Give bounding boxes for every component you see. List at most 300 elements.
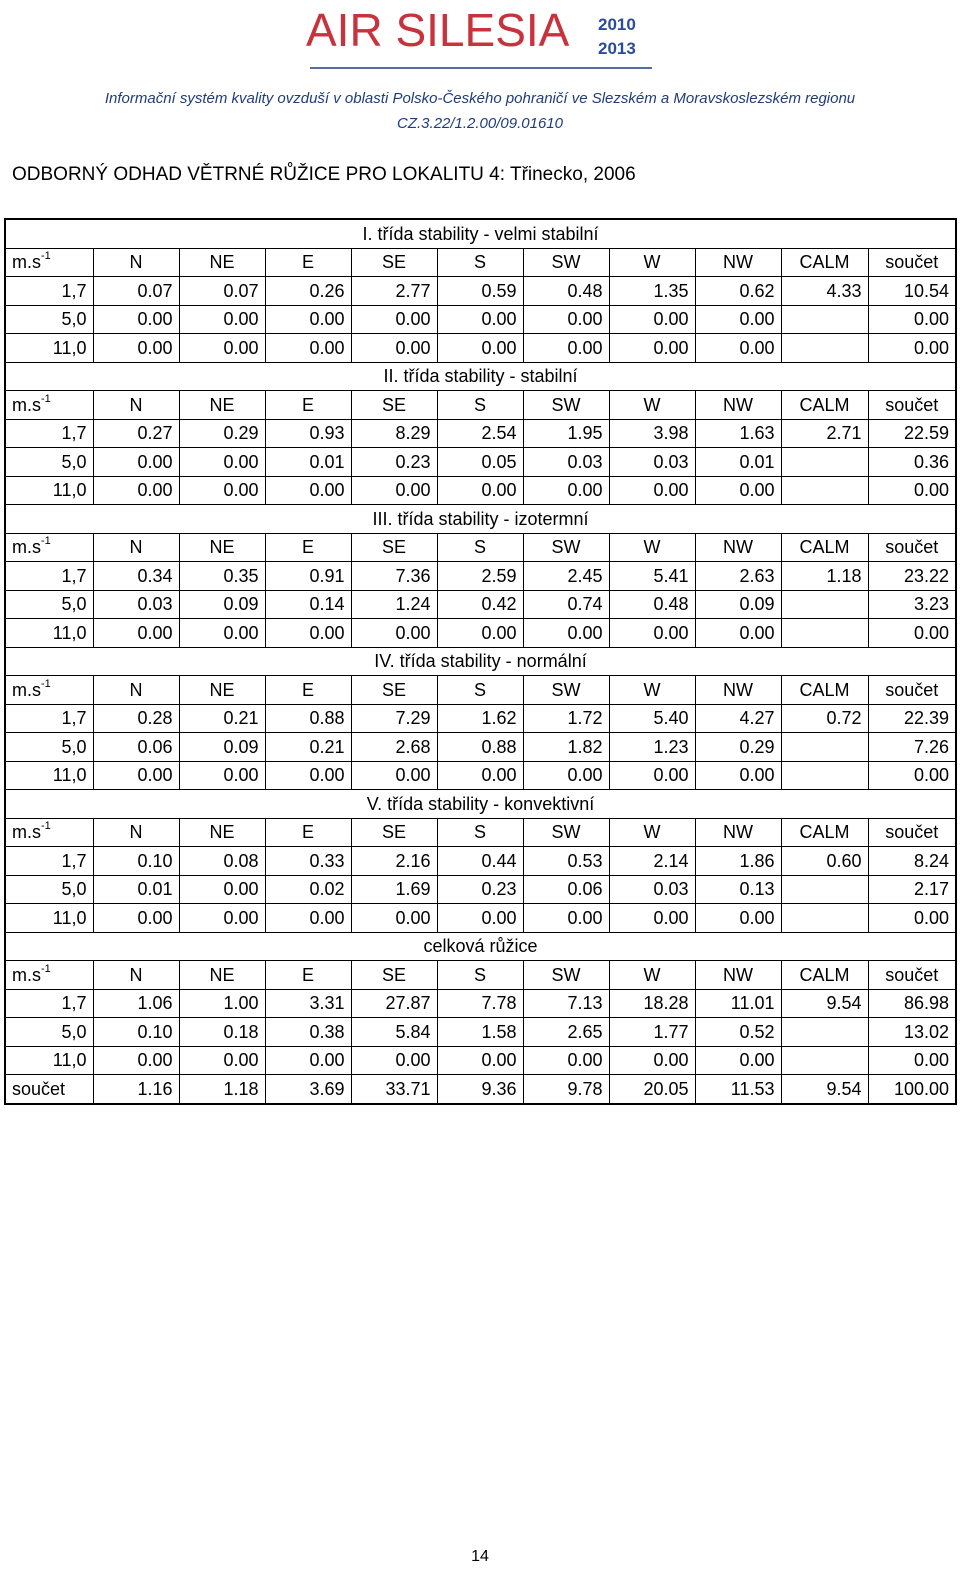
- value-cell: 0.00: [437, 305, 523, 334]
- unit-label: m.s: [12, 822, 41, 843]
- value-cell: 0.00: [351, 619, 437, 648]
- value-cell: 0.00: [437, 619, 523, 648]
- value-cell: 0.01: [93, 875, 179, 904]
- table-body: [5, 219, 956, 1104]
- value-cell: 2.68: [351, 733, 437, 762]
- value-cell: 1.35: [609, 277, 695, 306]
- table-row: [5, 619, 956, 648]
- unit-exponent: -1: [41, 677, 51, 690]
- value-cell: [781, 1018, 868, 1047]
- column-header: SE: [351, 676, 437, 705]
- column-header: N: [93, 676, 179, 705]
- column-header: CALM: [781, 961, 868, 990]
- unit-header: [5, 818, 93, 847]
- value-cell: 0.26: [265, 277, 351, 306]
- column-header: E: [265, 533, 351, 562]
- speed-class-cell: 5,0: [5, 875, 93, 904]
- value-cell: 0.00: [437, 476, 523, 505]
- value-cell: 0.42: [437, 590, 523, 619]
- value-cell: [781, 619, 868, 648]
- header-project-line: Informační systém kvality ovzduší v oblasti Polsko-Českého pohraničí ve Slezském a Moravskoslezském regionu: [104, 90, 856, 107]
- column-header: S: [437, 391, 523, 420]
- column-header: W: [609, 391, 695, 420]
- value-cell: 0.00: [437, 334, 523, 363]
- column-header: NW: [695, 391, 781, 420]
- value-cell: 1.18: [781, 562, 868, 591]
- column-header: S: [437, 248, 523, 277]
- speed-class-cell: 1,7: [5, 277, 93, 306]
- value-cell: 0.09: [179, 733, 265, 762]
- value-cell: 0.14: [265, 590, 351, 619]
- value-cell: 0.00: [609, 761, 695, 790]
- value-cell: 0.00: [523, 1046, 609, 1075]
- column-header: W: [609, 533, 695, 562]
- speed-class-cell: 5,0: [5, 590, 93, 619]
- section-title: IV. třída stability - normální: [5, 647, 956, 676]
- unit-exponent: -1: [41, 250, 51, 263]
- column-header: SW: [523, 818, 609, 847]
- table-row: [5, 334, 956, 363]
- value-cell: 8.24: [868, 847, 956, 876]
- column-header: NW: [695, 248, 781, 277]
- value-cell: 0.00: [265, 761, 351, 790]
- value-cell: 0.00: [695, 334, 781, 363]
- value-cell: 0.03: [523, 448, 609, 477]
- value-cell: 0.00: [523, 904, 609, 933]
- value-cell: 0.21: [265, 733, 351, 762]
- section-title-row: [5, 362, 956, 391]
- column-header: SE: [351, 533, 437, 562]
- column-header: S: [437, 818, 523, 847]
- value-cell: [781, 733, 868, 762]
- value-cell: 1.06: [93, 989, 179, 1018]
- table-row: [5, 419, 956, 448]
- value-cell: 2.77: [351, 277, 437, 306]
- speed-class-cell: 1,7: [5, 704, 93, 733]
- value-cell: 5.41: [609, 562, 695, 591]
- section-title-row: [5, 932, 956, 961]
- header-project-code: CZ.3.22/1.2.00/09.01610: [397, 115, 563, 132]
- column-header: NE: [179, 961, 265, 990]
- value-cell: 0.29: [179, 419, 265, 448]
- value-cell: 0.35: [179, 562, 265, 591]
- column-header: CALM: [781, 248, 868, 277]
- value-cell: 0.00: [93, 761, 179, 790]
- value-cell: 2.14: [609, 847, 695, 876]
- section-title: I. třída stability - velmi stabilní: [5, 219, 956, 248]
- value-cell: 0.33: [265, 847, 351, 876]
- column-header: W: [609, 248, 695, 277]
- unit-header: [5, 961, 93, 990]
- column-header: S: [437, 533, 523, 562]
- value-cell: 0.00: [868, 305, 956, 334]
- value-cell: 0.01: [695, 448, 781, 477]
- value-cell: 0.00: [609, 619, 695, 648]
- speed-class-cell: 5,0: [5, 1018, 93, 1047]
- speed-class-cell: 5,0: [5, 733, 93, 762]
- value-cell: 1.00: [179, 989, 265, 1018]
- value-cell: 0.00: [179, 761, 265, 790]
- column-header: E: [265, 391, 351, 420]
- column-header: NE: [179, 391, 265, 420]
- value-cell: 0.00: [523, 334, 609, 363]
- value-cell: 1.77: [609, 1018, 695, 1047]
- value-cell: 7.13: [523, 989, 609, 1018]
- value-cell: 0.44: [437, 847, 523, 876]
- value-cell: 2.54: [437, 419, 523, 448]
- value-cell: 1.72: [523, 704, 609, 733]
- value-cell: 0.00: [523, 476, 609, 505]
- column-header: S: [437, 676, 523, 705]
- column-header: SW: [523, 961, 609, 990]
- value-cell: 100.00: [868, 1075, 956, 1104]
- value-cell: 0.00: [265, 305, 351, 334]
- value-cell: 23.22: [868, 562, 956, 591]
- value-cell: 0.00: [93, 1046, 179, 1075]
- column-header: součet: [868, 676, 956, 705]
- value-cell: 0.00: [179, 875, 265, 904]
- value-cell: 0.01: [265, 448, 351, 477]
- speed-class-cell: 1,7: [5, 562, 93, 591]
- unit-label: m.s: [12, 537, 41, 558]
- value-cell: 0.38: [265, 1018, 351, 1047]
- value-cell: 0.09: [695, 590, 781, 619]
- column-header: SE: [351, 391, 437, 420]
- column-header: NW: [695, 533, 781, 562]
- column-header: SE: [351, 961, 437, 990]
- value-cell: 0.00: [695, 476, 781, 505]
- value-cell: 0.03: [93, 590, 179, 619]
- column-header: W: [609, 676, 695, 705]
- value-cell: 0.00: [868, 904, 956, 933]
- value-cell: 1.69: [351, 875, 437, 904]
- value-cell: 7.36: [351, 562, 437, 591]
- value-cell: 0.00: [868, 1046, 956, 1075]
- table-row: [5, 704, 956, 733]
- table-row: [5, 562, 956, 591]
- column-header: CALM: [781, 533, 868, 562]
- speed-class-cell: 11,0: [5, 904, 93, 933]
- table-row: [5, 448, 956, 477]
- value-cell: 0.53: [523, 847, 609, 876]
- value-cell: 0.06: [93, 733, 179, 762]
- value-cell: 0.29: [695, 733, 781, 762]
- column-header-row: [5, 248, 956, 277]
- value-cell: 0.00: [695, 305, 781, 334]
- value-cell: [781, 875, 868, 904]
- value-cell: 2.16: [351, 847, 437, 876]
- section-title-row: [5, 790, 956, 819]
- value-cell: 0.00: [351, 1046, 437, 1075]
- column-header: součet: [868, 391, 956, 420]
- value-cell: 0.00: [93, 904, 179, 933]
- column-header: NE: [179, 248, 265, 277]
- value-cell: 0.07: [93, 277, 179, 306]
- value-cell: [781, 904, 868, 933]
- column-header: NE: [179, 676, 265, 705]
- value-cell: 0.00: [868, 761, 956, 790]
- value-cell: 0.00: [609, 1046, 695, 1075]
- section-title: V. třída stability - konvektivní: [5, 790, 956, 819]
- value-cell: 0.00: [179, 334, 265, 363]
- table-row: [5, 590, 956, 619]
- value-cell: 0.00: [93, 619, 179, 648]
- column-header: CALM: [781, 676, 868, 705]
- value-cell: 5.84: [351, 1018, 437, 1047]
- column-header: N: [93, 818, 179, 847]
- section-title-row: [5, 647, 956, 676]
- column-header: E: [265, 676, 351, 705]
- value-cell: 0.00: [265, 1046, 351, 1075]
- section-title-row: [5, 219, 956, 248]
- column-header: SW: [523, 248, 609, 277]
- value-cell: 0.00: [265, 476, 351, 505]
- value-cell: 0.00: [179, 1046, 265, 1075]
- value-cell: 0.00: [868, 476, 956, 505]
- column-header: SW: [523, 533, 609, 562]
- unit-exponent: -1: [41, 535, 51, 548]
- speed-class-cell: 1,7: [5, 989, 93, 1018]
- value-cell: 0.23: [351, 448, 437, 477]
- value-cell: 0.08: [179, 847, 265, 876]
- unit-exponent: -1: [41, 820, 51, 833]
- column-header: součet: [868, 248, 956, 277]
- value-cell: 0.00: [523, 619, 609, 648]
- value-cell: 22.39: [868, 704, 956, 733]
- value-cell: 33.71: [351, 1075, 437, 1104]
- column-header: S: [437, 961, 523, 990]
- table-row: [5, 1018, 956, 1047]
- value-cell: 0.23: [437, 875, 523, 904]
- speed-class-cell: 5,0: [5, 448, 93, 477]
- speed-class-cell: 11,0: [5, 619, 93, 648]
- value-cell: 0.88: [437, 733, 523, 762]
- table-row: [5, 1075, 956, 1104]
- column-header: NE: [179, 533, 265, 562]
- value-cell: 5.40: [609, 704, 695, 733]
- value-cell: 0.93: [265, 419, 351, 448]
- value-cell: 1.86: [695, 847, 781, 876]
- value-cell: 0.00: [265, 334, 351, 363]
- table-row: [5, 733, 956, 762]
- wind-rose-table: [4, 218, 957, 1105]
- logo-year-start: 2010: [598, 15, 636, 34]
- value-cell: 2.17: [868, 875, 956, 904]
- unit-label: m.s: [12, 964, 41, 985]
- column-header-row: [5, 676, 956, 705]
- table-row: [5, 989, 956, 1018]
- table-row: [5, 305, 956, 334]
- speed-class-cell: 1,7: [5, 419, 93, 448]
- value-cell: 0.00: [179, 448, 265, 477]
- value-cell: 0.00: [868, 619, 956, 648]
- table-row: [5, 277, 956, 306]
- value-cell: 0.10: [93, 1018, 179, 1047]
- column-header: NW: [695, 818, 781, 847]
- unit-header: [5, 533, 93, 562]
- value-cell: 0.00: [351, 334, 437, 363]
- value-cell: [781, 476, 868, 505]
- column-header: součet: [868, 818, 956, 847]
- unit-exponent: -1: [41, 962, 51, 975]
- value-cell: 0.00: [609, 334, 695, 363]
- value-cell: 3.23: [868, 590, 956, 619]
- value-cell: 0.00: [265, 904, 351, 933]
- unit-exponent: -1: [41, 392, 51, 405]
- value-cell: 0.00: [437, 1046, 523, 1075]
- value-cell: 0.00: [351, 305, 437, 334]
- value-cell: 0.00: [437, 904, 523, 933]
- value-cell: 0.00: [609, 904, 695, 933]
- value-cell: 0.27: [93, 419, 179, 448]
- value-cell: 27.87: [351, 989, 437, 1018]
- column-header: NE: [179, 818, 265, 847]
- section-title-row: [5, 505, 956, 534]
- value-cell: 22.59: [868, 419, 956, 448]
- value-cell: 0.18: [179, 1018, 265, 1047]
- column-header: SW: [523, 676, 609, 705]
- unit-header: [5, 391, 93, 420]
- value-cell: 9.54: [781, 989, 868, 1018]
- table-row: [5, 761, 956, 790]
- value-cell: 0.09: [179, 590, 265, 619]
- column-header: součet: [868, 533, 956, 562]
- value-cell: 2.45: [523, 562, 609, 591]
- value-cell: 0.00: [609, 476, 695, 505]
- value-cell: 0.91: [265, 562, 351, 591]
- value-cell: 9.36: [437, 1075, 523, 1104]
- value-cell: 0.36: [868, 448, 956, 477]
- value-cell: 1.58: [437, 1018, 523, 1047]
- column-header: NW: [695, 676, 781, 705]
- page-title: ODBORNÝ ODHAD VĚTRNÉ RŮŽICE PRO LOKALITU 4: Třinecko, 2006: [12, 164, 636, 185]
- table-row: [5, 476, 956, 505]
- value-cell: 0.00: [351, 761, 437, 790]
- speed-class-cell: 11,0: [5, 334, 93, 363]
- column-header: W: [609, 818, 695, 847]
- column-header-row: [5, 533, 956, 562]
- speed-class-cell: 11,0: [5, 476, 93, 505]
- value-cell: [781, 590, 868, 619]
- value-cell: [781, 334, 868, 363]
- column-header: CALM: [781, 391, 868, 420]
- value-cell: 1.63: [695, 419, 781, 448]
- value-cell: 86.98: [868, 989, 956, 1018]
- value-cell: 0.00: [93, 334, 179, 363]
- value-cell: 0.28: [93, 704, 179, 733]
- value-cell: 0.05: [437, 448, 523, 477]
- logo-text: AIR SILESIA: [306, 4, 570, 56]
- speed-class-cell: 11,0: [5, 761, 93, 790]
- column-header: SE: [351, 818, 437, 847]
- value-cell: 2.71: [781, 419, 868, 448]
- value-cell: [781, 448, 868, 477]
- column-header: N: [93, 533, 179, 562]
- air-silesia-logo: [300, 2, 660, 72]
- value-cell: 0.07: [179, 277, 265, 306]
- value-cell: 1.82: [523, 733, 609, 762]
- speed-class-cell: součet: [5, 1075, 93, 1104]
- value-cell: 0.00: [437, 761, 523, 790]
- table-row: [5, 847, 956, 876]
- value-cell: 2.65: [523, 1018, 609, 1047]
- value-cell: 0.02: [265, 875, 351, 904]
- logo-year-end: 2013: [598, 39, 636, 58]
- value-cell: 1.16: [93, 1075, 179, 1104]
- table-row: [5, 1046, 956, 1075]
- value-cell: 0.00: [695, 904, 781, 933]
- value-cell: 7.26: [868, 733, 956, 762]
- value-cell: 0.03: [609, 875, 695, 904]
- value-cell: 0.00: [179, 619, 265, 648]
- value-cell: 7.29: [351, 704, 437, 733]
- value-cell: 3.98: [609, 419, 695, 448]
- value-cell: 8.29: [351, 419, 437, 448]
- value-cell: 1.18: [179, 1075, 265, 1104]
- value-cell: 0.00: [93, 305, 179, 334]
- value-cell: 0.00: [695, 761, 781, 790]
- value-cell: 0.00: [179, 476, 265, 505]
- value-cell: 0.13: [695, 875, 781, 904]
- value-cell: 0.00: [93, 448, 179, 477]
- value-cell: [781, 1046, 868, 1075]
- section-title: III. třída stability - izotermní: [5, 505, 956, 534]
- value-cell: 0.00: [868, 334, 956, 363]
- value-cell: 1.24: [351, 590, 437, 619]
- value-cell: 0.88: [265, 704, 351, 733]
- value-cell: 0.00: [609, 305, 695, 334]
- column-header: CALM: [781, 818, 868, 847]
- value-cell: 0.34: [93, 562, 179, 591]
- column-header: SE: [351, 248, 437, 277]
- section-title: II. třída stability - stabilní: [5, 362, 956, 391]
- column-header-row: [5, 961, 956, 990]
- column-header: součet: [868, 961, 956, 990]
- unit-label: m.s: [12, 394, 41, 415]
- value-cell: 2.59: [437, 562, 523, 591]
- column-header-row: [5, 391, 956, 420]
- column-header: E: [265, 248, 351, 277]
- value-cell: 1.62: [437, 704, 523, 733]
- value-cell: 11.53: [695, 1075, 781, 1104]
- value-cell: 0.72: [781, 704, 868, 733]
- value-cell: 0.10: [93, 847, 179, 876]
- value-cell: 0.59: [437, 277, 523, 306]
- value-cell: 0.74: [523, 590, 609, 619]
- value-cell: 11.01: [695, 989, 781, 1018]
- value-cell: 0.00: [695, 619, 781, 648]
- value-cell: 18.28: [609, 989, 695, 1018]
- value-cell: 0.00: [523, 305, 609, 334]
- unit-label: m.s: [12, 252, 41, 273]
- value-cell: 13.02: [868, 1018, 956, 1047]
- value-cell: 0.60: [781, 847, 868, 876]
- value-cell: 0.00: [179, 904, 265, 933]
- value-cell: [781, 761, 868, 790]
- value-cell: 10.54: [868, 277, 956, 306]
- column-header: N: [93, 248, 179, 277]
- speed-class-cell: 5,0: [5, 305, 93, 334]
- column-header: N: [93, 961, 179, 990]
- value-cell: 1.95: [523, 419, 609, 448]
- value-cell: 7.78: [437, 989, 523, 1018]
- value-cell: 0.00: [695, 1046, 781, 1075]
- value-cell: [781, 305, 868, 334]
- value-cell: 4.33: [781, 277, 868, 306]
- value-cell: 0.00: [179, 305, 265, 334]
- table-row: [5, 875, 956, 904]
- page-number: 14: [471, 1548, 489, 1565]
